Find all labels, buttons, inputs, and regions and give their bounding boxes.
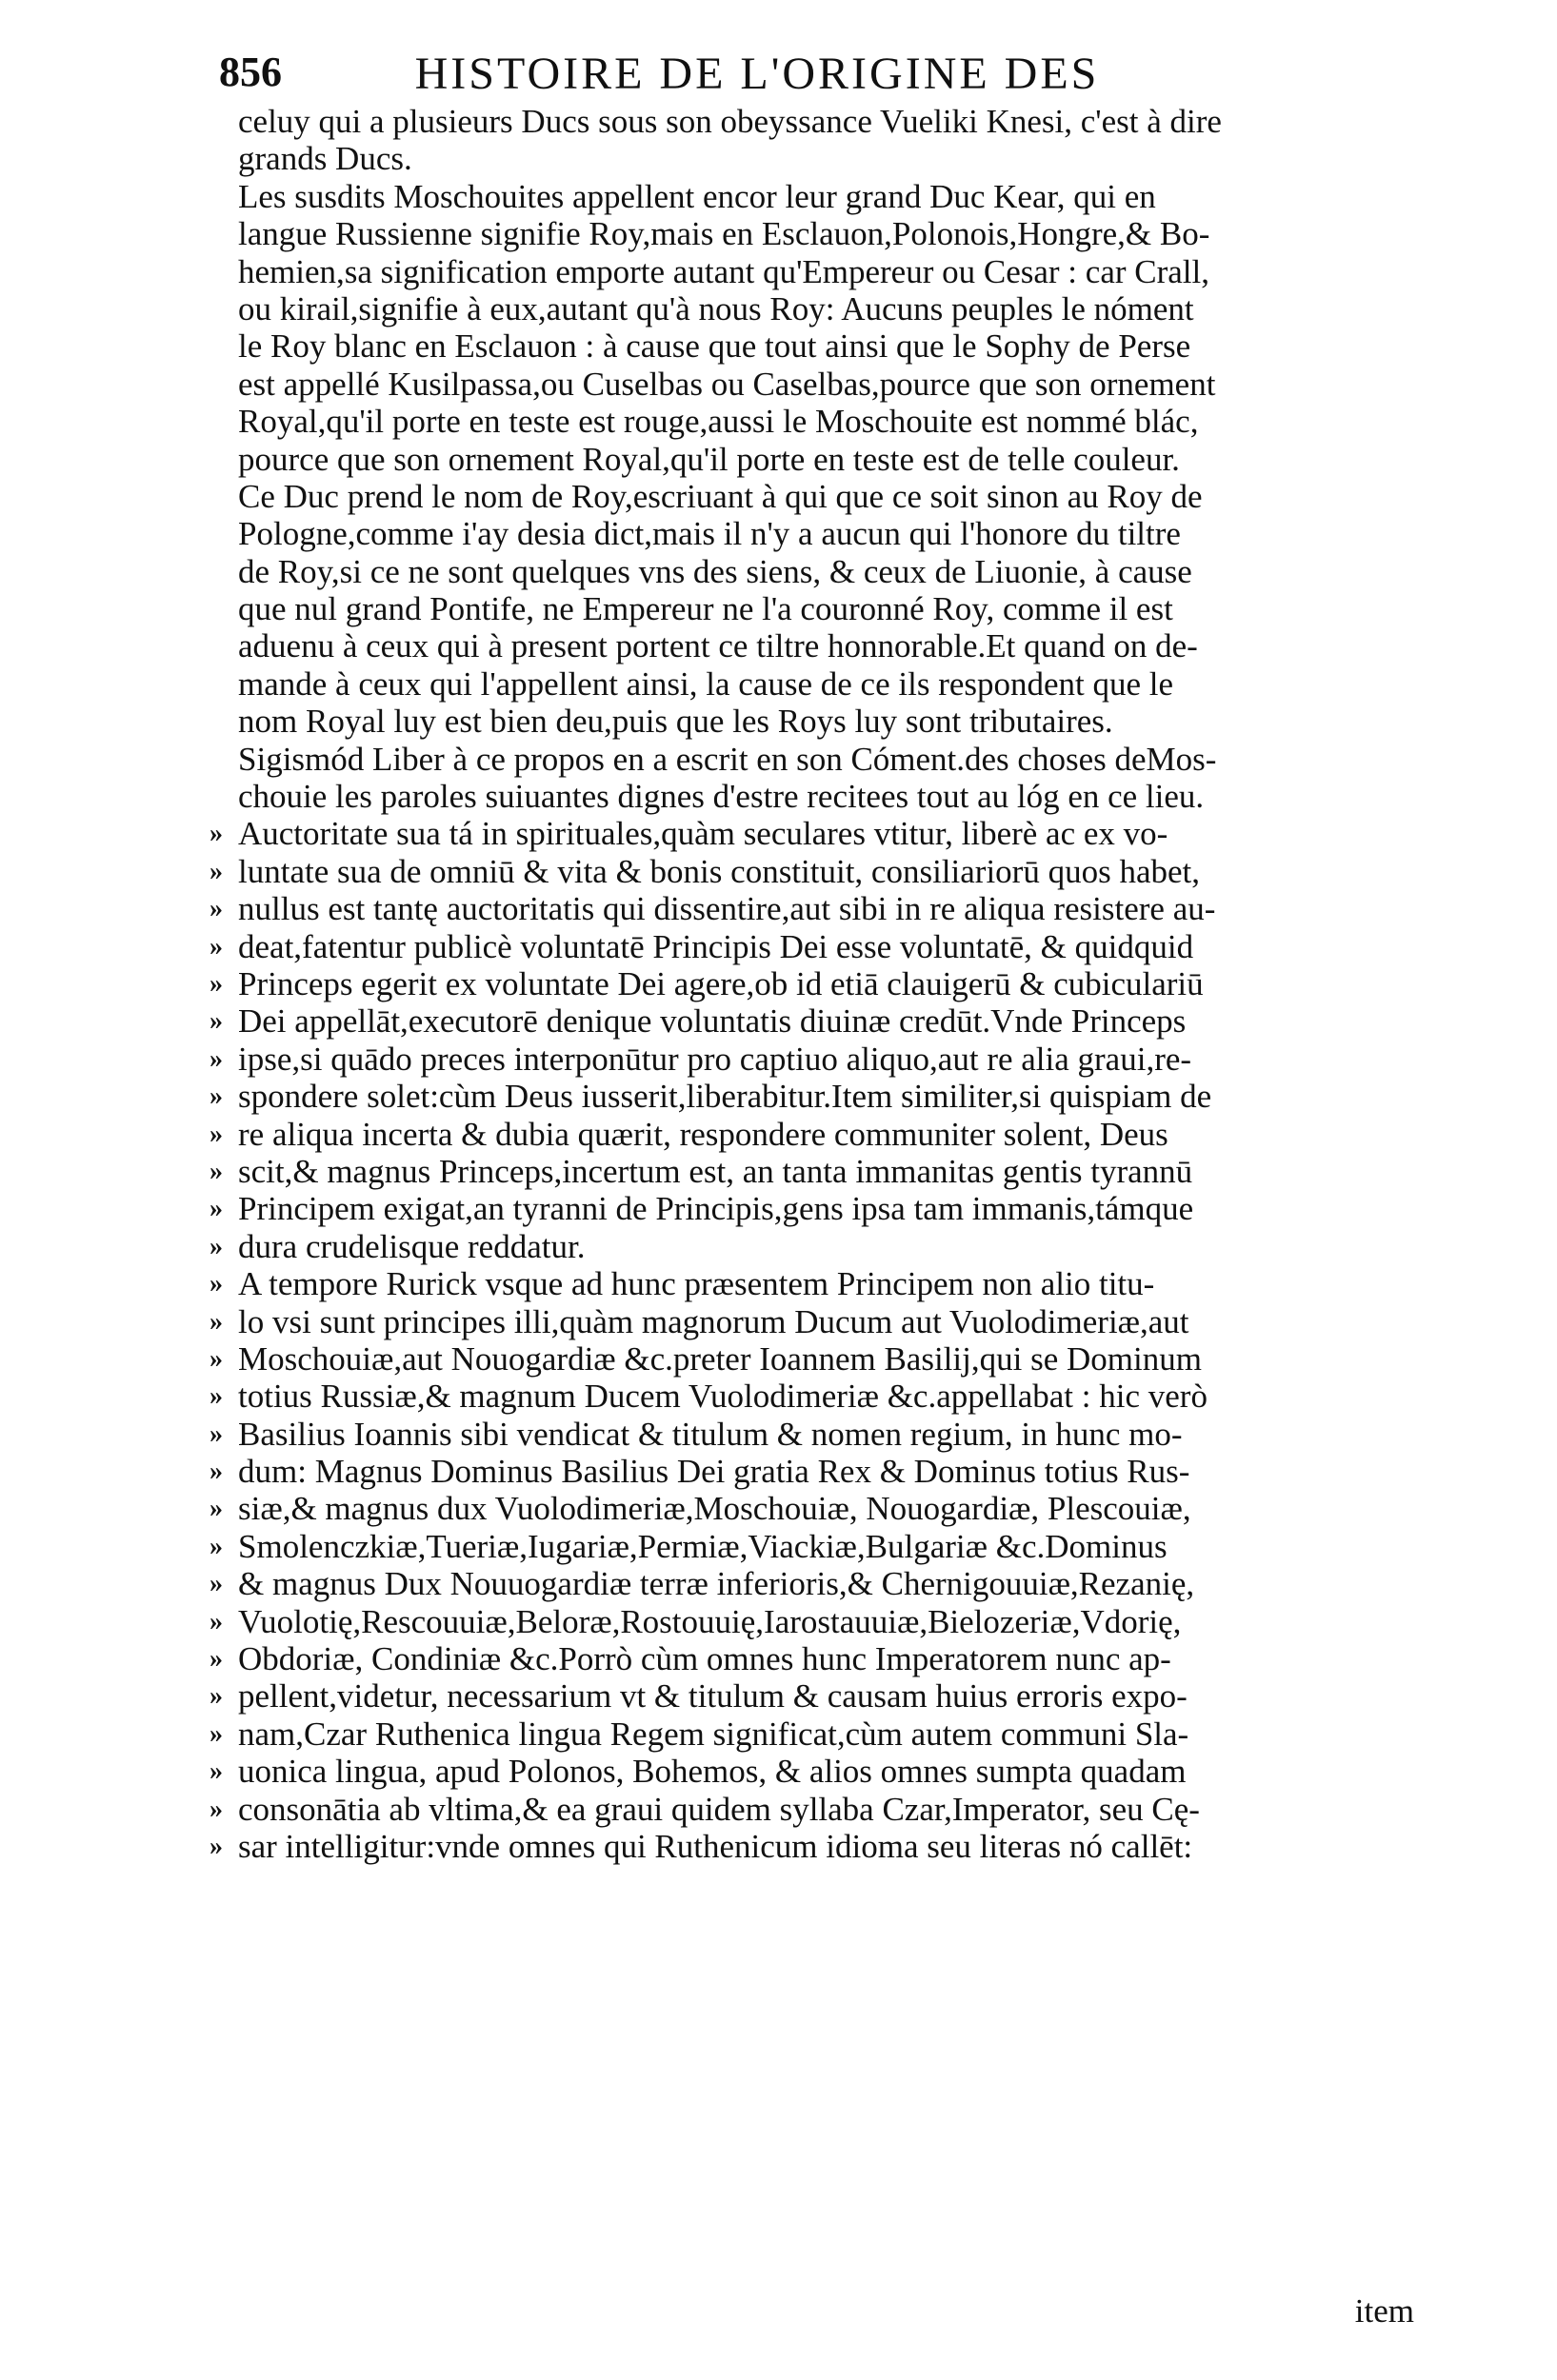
line-text: uonica lingua, apud Polonos, Bohemos, & alios omnes sumpta quadam	[238, 1753, 1187, 1791]
line-text: ou kirail,signifie à eux,autant qu'à nous Roy: Aucuns peuples le nóment	[238, 289, 1194, 327]
catchword: item	[1354, 2292, 1414, 2330]
line-text: consonātia ab vltima,& ea graui quidem syllaba Czar,Imperator, seu Cę-	[238, 1790, 1200, 1828]
text-line	[210, 1378, 1409, 1416]
quotation-marker: »	[210, 819, 223, 849]
quotation-marker: »	[210, 1494, 223, 1524]
quotation-marker: »	[210, 1531, 223, 1561]
text-line	[238, 290, 1409, 327]
text-line	[238, 178, 1409, 215]
line-text: Dei appellāt,executorē denique voluntatis diuinæ credūt.Vnde Princeps	[238, 1002, 1187, 1041]
line-text: langue Russienne signifie Roy,mais en Esclauon,Polonois,Hongre,& Bo-	[238, 215, 1210, 253]
line-text: nam,Czar Ruthenica lingua Regem significat,cùm autem communi Sla-	[238, 1715, 1189, 1753]
line-text: dura crudelisque reddatur.	[238, 1227, 586, 1265]
line-text: Smolenczkiæ,Tueriæ,Iugariæ,Permiæ,Viackiæ,Bulgariæ &c.Dominus	[238, 1527, 1168, 1565]
text-line	[238, 741, 1409, 778]
text-line	[210, 890, 1409, 928]
quotation-marker: »	[210, 1457, 223, 1487]
text-line	[238, 441, 1409, 478]
line-text: spondere solet:cùm Deus iusserit,liberabitur.Item similiter,si quispiam de	[238, 1078, 1212, 1116]
page-header	[200, 38, 1219, 105]
quotation-marker: »	[210, 1194, 223, 1224]
text-line	[210, 852, 1409, 890]
text-line	[238, 366, 1409, 403]
line-text: pource que son ornement Royal,qu'il porte en teste est de telle couleur.	[238, 440, 1180, 478]
text-line	[210, 1640, 1409, 1678]
line-text: Pologne,comme i'ay desia dict,mais il n'y a aucun qui l'honore du tiltre	[238, 515, 1181, 553]
quotation-marker: »	[210, 1418, 223, 1449]
line-text: deat,fatentur publicè voluntatē Principis Dei esse voluntatē, & quidquid	[238, 927, 1194, 965]
line-text: totius Russiæ,& magnum Ducem Vuolodimeriæ &c.appellabat : hic verò	[238, 1378, 1208, 1416]
quotation-marker: »	[210, 1794, 223, 1824]
quotation-marker: »	[210, 1043, 223, 1074]
line-text: nullus est tantę auctoritatis qui dissentire,aut sibi in re aliqua resistere au-	[238, 890, 1216, 928]
text-line	[210, 1715, 1409, 1753]
text-line	[210, 1790, 1409, 1828]
line-text: mande à ceux qui l'appellent ainsi, la cause de ce ils respondent que le	[238, 664, 1174, 703]
line-text: luntate sua de omniū & vita & bonis constituit, consiliariorū quos habet,	[238, 852, 1200, 890]
text-line	[238, 140, 1409, 177]
quotation-marker: »	[210, 1606, 223, 1636]
quotation-marker: »	[210, 1381, 223, 1412]
line-text: re aliqua incerta & dubia quærit, respondere communiter solent, Deus	[238, 1115, 1168, 1153]
text-line	[210, 1302, 1409, 1340]
line-text: siæ,& magnus dux Vuolodimeriæ,Moschouiæ, Nouogardiæ, Plescouiæ,	[238, 1490, 1191, 1528]
quotation-marker: »	[210, 894, 223, 924]
text-line	[238, 627, 1409, 664]
text-line	[210, 1753, 1409, 1791]
line-text: A tempore Rurick vsque ad hunc præsentem Principem non alio titu-	[238, 1265, 1155, 1303]
line-text: hemien,sa signification emporte autant qu'Empereur ou Cesar : car Crall,	[238, 252, 1209, 290]
text-line	[210, 1677, 1409, 1716]
text-line	[210, 1265, 1409, 1303]
quotation-marker: »	[210, 1681, 223, 1712]
text-line	[238, 703, 1409, 740]
quotation-marker: »	[210, 1306, 223, 1337]
quotation-marker: »	[210, 1644, 223, 1675]
line-text: pellent,videtur, necessarium vt & titulum & causam huius erroris expo-	[238, 1677, 1188, 1716]
line-text: ipse,si quādo preces interponūtur pro captiuo aliquo,aut re alia graui,re-	[238, 1040, 1192, 1078]
line-text: chouie les paroles suiuantes dignes d'estre recitees tout au lóg en ce lieu.	[238, 778, 1205, 816]
line-text: aduenu à ceux qui à present portent ce tiltre honnorable.Et quand on de-	[238, 627, 1198, 665]
line-text: & magnus Dux Nouuogardiæ terræ inferioris,& Chernigouuiæ,Rezanię,	[238, 1565, 1195, 1603]
line-text: celuy qui a plusieurs Ducs sous son obeyssance Vueliki Knesi, c'est à dire	[238, 103, 1222, 140]
line-text: que nul grand Pontife, ne Empereur ne l'a couronné Roy, comme il est	[238, 590, 1173, 628]
quotation-marker: »	[210, 1569, 223, 1599]
quotation-marker: »	[210, 968, 223, 999]
line-text: est appellé Kusilpassa,ou Cuselbas ou Caselbas,pource que son ornement	[238, 365, 1216, 403]
text-line	[210, 964, 1409, 1002]
text-line	[210, 1453, 1409, 1491]
running-head: HISTOIRE DE L'ORIGINE DES	[414, 49, 1100, 99]
text-line	[210, 1040, 1409, 1078]
line-text: sar intelligitur:vnde omnes qui Ruthenicum idioma seu literas nó callēt:	[238, 1827, 1193, 1865]
text-line	[210, 1527, 1409, 1565]
line-text: de Roy,si ce ne sont quelques vns des siens, & ceux de Liuonie, à cause	[238, 552, 1192, 590]
text-line	[210, 1227, 1409, 1265]
quotation-marker: »	[210, 931, 223, 962]
text-body	[210, 103, 1409, 1865]
quotation-marker: »	[210, 1831, 223, 1861]
quotation-marker: »	[210, 1006, 223, 1037]
text-line	[210, 1002, 1409, 1041]
line-text: Moschouiæ,aut Nouogardiæ &c.preter Ioannem Basilij,qui se Dominum	[238, 1339, 1202, 1378]
line-text: Les susdits Moschouites appellent encor leur grand Duc Kear, qui en	[238, 177, 1156, 215]
text-line	[210, 1190, 1409, 1228]
text-line	[238, 590, 1409, 627]
line-text: le Roy blanc en Esclauon : à cause que tout ainsi que le Sophy de Perse	[238, 327, 1191, 366]
quotation-marker: »	[210, 1756, 223, 1787]
line-text: scit,& magnus Princeps,incertum est, an tanta immanitas gentis tyrannū	[238, 1152, 1193, 1190]
quotation-marker: »	[210, 1231, 223, 1261]
text-line	[210, 1415, 1409, 1453]
quotation-marker: »	[210, 1718, 223, 1749]
line-text: Vuolotię,Rescouuiæ,Beloræ,Rostouuię,Iarostauuiæ,Bielozeriæ,Vdorię,	[238, 1602, 1182, 1640]
text-line	[210, 1339, 1409, 1378]
line-text: grands Ducs.	[238, 140, 412, 178]
text-line	[238, 103, 1409, 140]
quotation-marker: »	[210, 1081, 223, 1112]
quotation-marker: »	[210, 1119, 223, 1149]
text-line	[210, 1827, 1409, 1865]
text-line	[210, 1565, 1409, 1603]
text-line	[210, 927, 1409, 965]
line-text: Sigismód Liber à ce propos en a escrit en son Cóment.des choses deMos-	[238, 740, 1217, 778]
text-line	[238, 778, 1409, 815]
text-line	[210, 1152, 1409, 1190]
text-line	[210, 1078, 1409, 1116]
quotation-marker: »	[210, 1156, 223, 1186]
text-line	[238, 327, 1409, 365]
text-line	[210, 815, 1409, 853]
quotation-marker: »	[210, 1343, 223, 1374]
line-text: Principem exigat,an tyranni de Principis,gens ipsa tam immanis,támque	[238, 1190, 1194, 1228]
text-line	[210, 1490, 1409, 1528]
text-line	[238, 665, 1409, 703]
page-number: 856	[219, 49, 282, 95]
text-line	[238, 553, 1409, 590]
text-line	[238, 478, 1409, 515]
line-text: Royal,qu'il porte en teste est rouge,aussi le Moschouite est nommé blác,	[238, 403, 1199, 441]
line-text: Princeps egerit ex voluntate Dei agere,ob id etiā clauigerū & cubiculariū	[238, 964, 1204, 1002]
text-line	[210, 1115, 1409, 1153]
quotation-marker: »	[210, 1269, 223, 1299]
text-line	[238, 515, 1409, 552]
quotation-marker: »	[210, 856, 223, 886]
line-text: Auctoritate sua tá in spirituales,quàm seculares vtitur, liberè ac ex vo-	[238, 815, 1168, 853]
text-line	[238, 215, 1409, 252]
line-text: Ce Duc prend le nom de Roy,escriuant à qui que ce soit sinon au Roy de	[238, 477, 1203, 515]
line-text: Basilius Ioannis sibi vendicat & titulum & nomen regium, in hunc mo-	[238, 1415, 1183, 1453]
line-text: Obdoriæ, Condiniæ &c.Porrò cùm omnes hunc Imperatorem nunc ap-	[238, 1640, 1171, 1678]
line-text: lo vsi sunt principes illi,quàm magnorum Ducum aut Vuolodimeriæ,aut	[238, 1302, 1189, 1340]
line-text: dum: Magnus Dominus Basilius Dei gratia Rex & Dominus totius Rus-	[238, 1453, 1190, 1491]
text-line	[238, 403, 1409, 440]
text-line	[210, 1602, 1409, 1640]
line-text: nom Royal luy est bien deu,puis que les Roys luy sont tributaires.	[238, 703, 1113, 741]
text-line	[238, 253, 1409, 290]
